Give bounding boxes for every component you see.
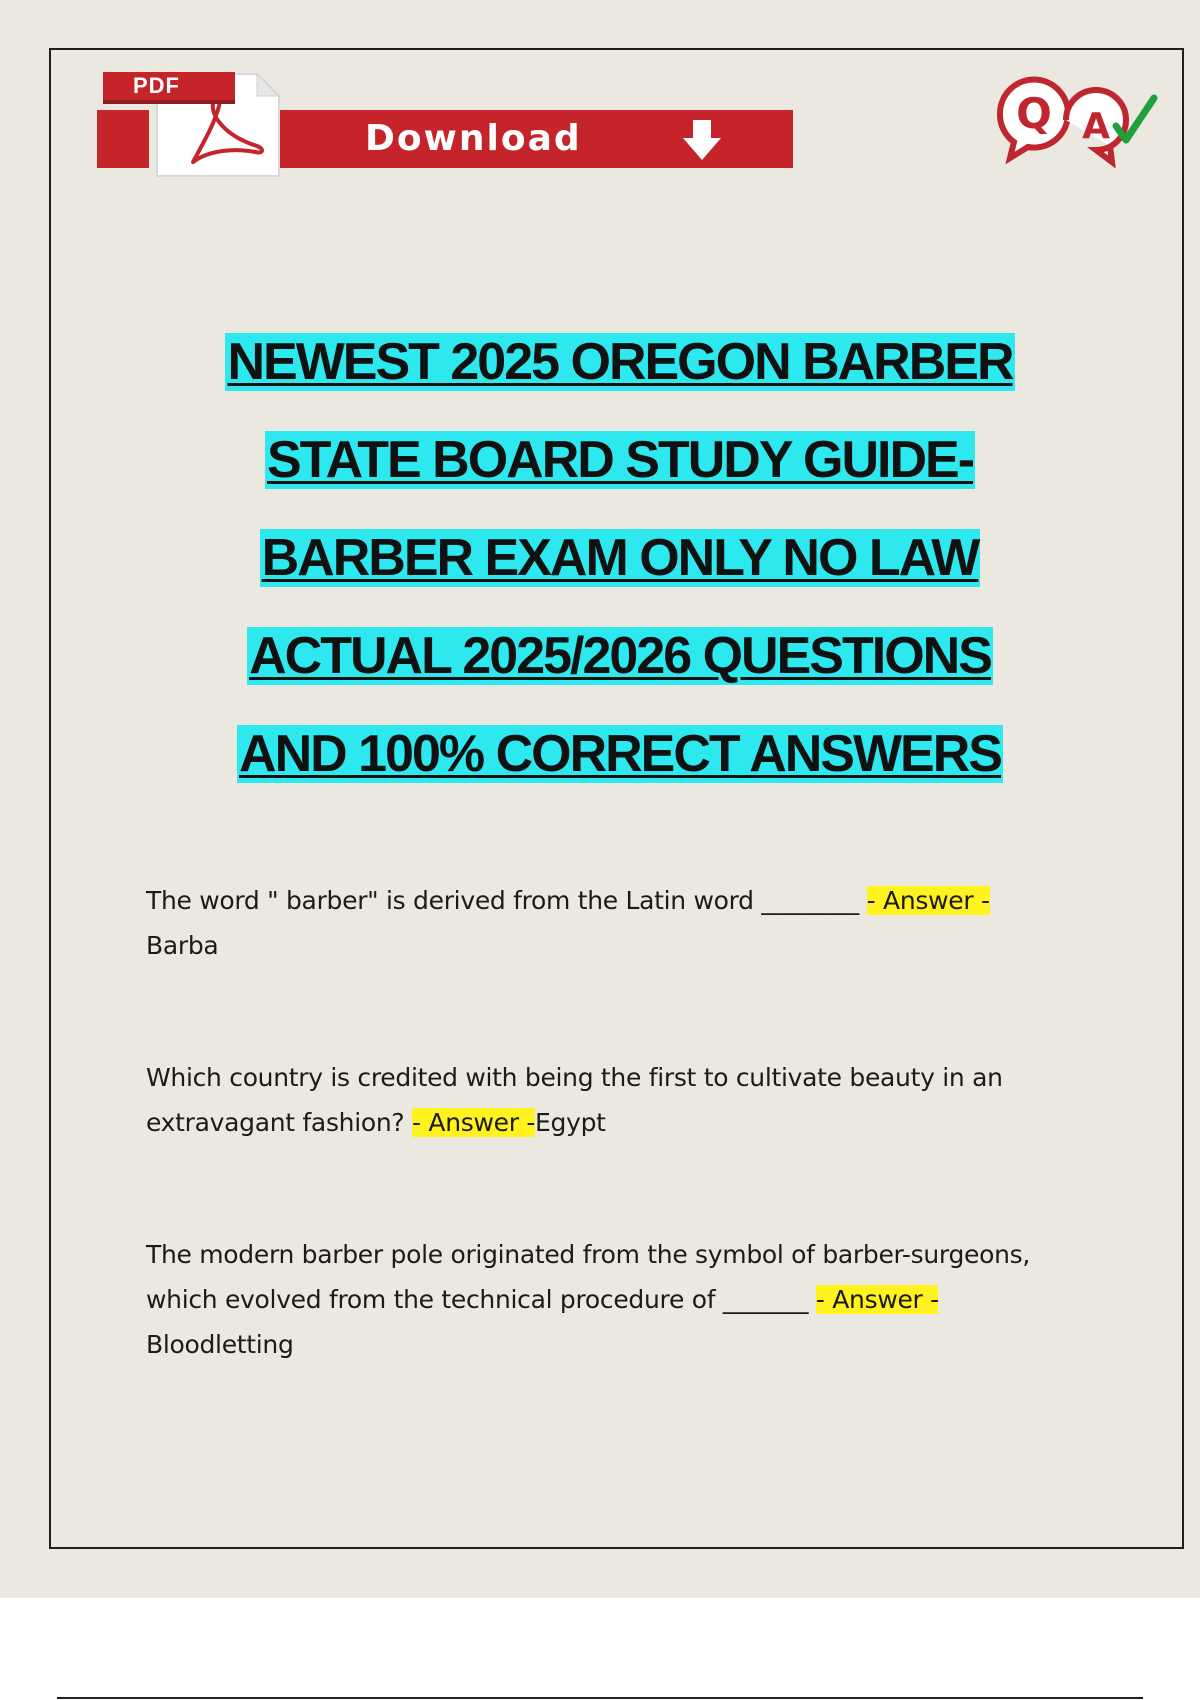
footer-divider — [57, 1697, 1143, 1699]
qa-item-2 — [146, 1055, 1066, 1145]
answer-marker: - Answer - — [412, 1108, 536, 1137]
answer-marker: - Answer - — [815, 1285, 939, 1314]
qa-item-3 — [146, 1232, 1066, 1367]
question-text: Which country is credited with being the first to cultivate beauty in an extravagant fashion? — [146, 1063, 1003, 1137]
title-line: NEWEST 2025 OREGON BARBER — [227, 333, 1013, 391]
pdf-download-banner[interactable] — [97, 70, 793, 178]
banner-red-bar-left — [97, 110, 149, 168]
download-arrow-icon[interactable] — [681, 118, 723, 162]
qa-logo-a: A — [1082, 106, 1110, 147]
title-line: ACTUAL 2025/2026 QUESTIONS — [249, 627, 991, 685]
question-text: The word " barber" is derived from the Latin word ________ — [146, 886, 867, 915]
document-title — [100, 313, 1140, 803]
download-label[interactable]: Download — [365, 118, 582, 159]
title-line: AND 100% CORRECT ANSWERS — [239, 725, 1001, 783]
qa-logo-icon — [988, 68, 1158, 168]
answer-marker: - Answer - — [866, 886, 990, 915]
title-line: STATE BOARD STUDY GUIDE- — [266, 431, 974, 489]
pdf-label: PDF — [103, 72, 235, 104]
answer-text: Barba — [146, 931, 219, 960]
qa-logo-q: Q — [1016, 89, 1052, 138]
qa-item-1 — [146, 878, 1066, 968]
title-line: BARBER EXAM ONLY NO LAW — [261, 529, 979, 587]
answer-text: Egypt — [535, 1108, 606, 1137]
answer-text: Bloodletting — [146, 1330, 294, 1359]
question-text: The modern barber pole originated from the symbol of barber-surgeons, which evolved from the technical procedure of _______ — [146, 1240, 1031, 1314]
